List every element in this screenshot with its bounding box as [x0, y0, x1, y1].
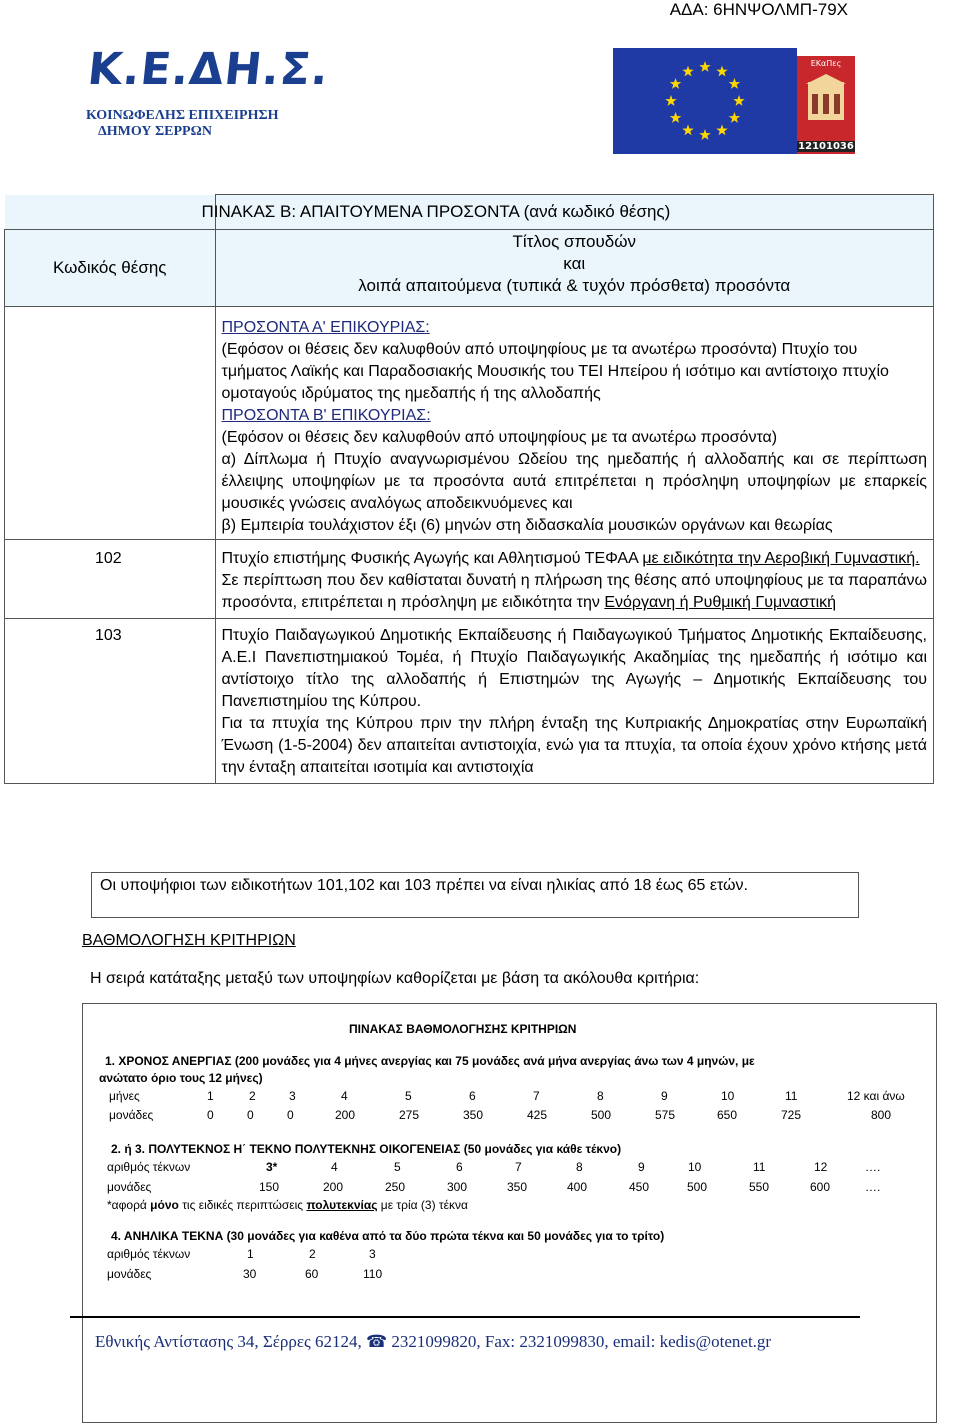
- age-note: Οι υποψήφιοι των ειδικοτήτων 101,102 και 103 πρέπει να είναι ηλικίας από 18 έως 65 ετών.: [91, 872, 859, 918]
- score-cell: 2: [249, 1089, 256, 1103]
- eu-star-icon: [670, 78, 682, 89]
- score-cell: 9: [661, 1089, 668, 1103]
- eu-star-icon: [729, 78, 741, 89]
- eu-star-icon: [699, 61, 710, 72]
- score-cell: ….: [865, 1180, 881, 1194]
- row-code: 102: [5, 540, 216, 619]
- score-cell: 600: [810, 1180, 831, 1194]
- criterion-1-title: 1. ΧΡΟΝΟΣ ΑΝΕΡΓΙΑΣ (200 μονάδες για 4 μήνες ανεργίας και 75 μονάδες ανά μήνα ανεργίας άνω των 4 μηνών, με: [105, 1054, 755, 1068]
- score-cell: 10: [688, 1160, 702, 1174]
- row-label: μονάδες: [109, 1108, 154, 1122]
- col-code-header: Κωδικός θέσης: [5, 230, 216, 307]
- score-cell: 7: [533, 1089, 540, 1103]
- score-cell: 4: [341, 1089, 348, 1103]
- certification-badge: [797, 56, 855, 154]
- b-text-3: β) Εμπειρία τουλάχιστον έξι (6) μηνών στη διδασκαλία μουσικών οργάνων και θεωρίας: [221, 517, 833, 534]
- score-cell: 575: [655, 1108, 676, 1122]
- table-title: ΠΙΝΑΚΑΣ Β: ΑΠΑΙΤΟΥΜΕΝΑ ΠΡΟΣΟΝΤΑ (ανά κωδικό θέσης): [215, 195, 934, 230]
- criterion-2-note: *αφορά μόνο τις ειδικές περιπτώσεις πολυτεκνίας με τρία (3) τέκνα: [107, 1198, 468, 1212]
- score-cell: 12 και άνω: [847, 1089, 905, 1103]
- score-cell: 3: [289, 1089, 296, 1103]
- eu-star-icon: [716, 66, 727, 77]
- cert-number: 12101036: [798, 141, 854, 152]
- eu-star-icon: [729, 112, 741, 123]
- score-cell: 350: [463, 1108, 484, 1122]
- logo-subtitle-2: ΔΗΜΟΥ ΣΕΡΡΩΝ: [98, 124, 212, 139]
- score-cell: 300: [447, 1180, 468, 1194]
- score-cell: 5: [405, 1089, 412, 1103]
- score-cell: 7: [515, 1160, 522, 1174]
- footer-divider: [70, 1316, 860, 1318]
- score-cell: 1: [207, 1089, 214, 1103]
- scoring-table: [82, 1003, 937, 1423]
- eu-star-icon: [733, 95, 744, 106]
- scoring-title: ΒΑΘΜΟΛΟΓΗΣΗ ΚΡΙΤΗΡΙΩΝ: [82, 932, 296, 949]
- eu-star-icon: [665, 95, 676, 106]
- table-row: 103 Πτυχίο Παιδαγωγικού Δημοτικής Εκπαίδευσης ή Παιδαγωγικού Τμήματος Δημοτικής Εκπαίδευσης, Α.Ε.Ι Πανεπιστημιακού Τομέα, ή Πτυχίο Παιδαγωγικής Ακαδημίας της ημεδαπής ή ισότιμο και αντίστοιχο τίτλο της αλλοδαπής ή Επιστημών της Αγωγής – Δημοτικής Εκπαίδευσης του Πανεπιστημίου της Κύπρου. Για τα πτυχία της Κύπρου πριν την πλήρη ένταξη της Κυπριακής Δημοκρατίας στην Ευρωπαϊκή Ένωση (1-5-2004) δεν απαιτείται αντιστοιχία, ενώ για τα πτυχία, τα οποία έχουν χρόνο κτήσης μετά την ένταξη απαιτείται ισοτιμία και αντιστοιχία: [5, 619, 934, 784]
- score-cell: 30: [243, 1267, 257, 1281]
- col-title-header: Τίτλος σπουδών και λοιπά απαιτούμενα (τυπικά & τυχόν πρόσθετα) προσόντα: [215, 230, 934, 307]
- logo-subtitle-1: ΚΟΙΝΩΦΕΛΗΣ ΕΠΙΧΕΙΡΗΣΗ: [86, 108, 279, 123]
- row-code: [5, 307, 216, 540]
- criterion-2-title: 2. ή 3. ΠΟΛΥΤΕΚΝΟΣ Η΄ ΤΕΚΝΟ ΠΟΛΥΤΕΚΝΗΣ ΟΙΚΟΓΕΝΕΙΑΣ (50 μονάδες για κάθε τέκνο): [111, 1142, 622, 1156]
- score-cell: 0: [207, 1108, 214, 1122]
- order-text: Η σειρά κατάταξης μεταξύ των υποψηφίων καθορίζεται με βάση τα ακόλουθα κριτήρια:: [90, 970, 700, 987]
- score-cell: 4: [331, 1160, 338, 1174]
- score-cell: 8: [576, 1160, 583, 1174]
- b-text-1: (Εφόσον οι θέσεις δεν καλυφθούν από υποψηφίους με τα ανωτέρω προσόντα): [221, 429, 778, 446]
- score-cell: 2: [309, 1247, 316, 1261]
- score-cell: 500: [591, 1108, 612, 1122]
- a-head: ΠΡΟΣΟΝΤΑ Α' ΕΠΙΚΟΥΡΙΑΣ:: [221, 319, 430, 336]
- score-cell: 650: [717, 1108, 738, 1122]
- criterion-4-title: 4. ΑΝΗΛΙΚΑ ΤΕΚΝΑ (30 μονάδες για καθένα από τα δύο πρώτα τέκνα και 50 μονάδες για το τρίτο): [111, 1229, 665, 1243]
- score-cell: 11: [753, 1160, 766, 1174]
- ada-code: ΑΔΑ: 6ΗΝΨΟΛΜΠ-79Χ: [669, 0, 848, 19]
- requirements-table: [4, 194, 934, 784]
- footer-contact: Εθνικής Αντίστασης 34, Σέρρες 62124, ☎ 2321099820, Fax: 2321099830, email: kedis@otenet.gr: [95, 1332, 772, 1351]
- score-cell: 3*: [266, 1160, 278, 1174]
- kedis-logo: Κ.Ε.ΔΗ.Σ.: [85, 44, 332, 95]
- score-cell: 725: [781, 1108, 802, 1122]
- score-cell: 5: [394, 1160, 401, 1174]
- eu-star-icon: [670, 112, 682, 123]
- score-cell: 550: [749, 1180, 770, 1194]
- b-text-2: α) Δίπλωμα ή Πτυχίο αναγνωρισμένου Ωδείου της ημεδαπής ή αλλοδαπής και σε περίπτωση έλλειψης υποψηφίων με τα προσόντα αυτά επιτρέπεται η πρόσληψη υποψηφίων με επαρκείς μουσικές γνώσεις αναλόγως αποδεικνυόμενες και: [221, 451, 927, 512]
- score-cell: 8: [597, 1089, 604, 1103]
- score-cell: 60: [305, 1267, 319, 1281]
- criterion-1-title-2: ανώτατο όριο τους 12 μήνες): [99, 1071, 263, 1085]
- row-code: 103: [5, 619, 216, 784]
- table-row: 102 Πτυχίο επιστήμης Φυσικής Αγωγής και Αθλητισμού ΤΕΦΑΑ με ειδικότητα την Αεροβική Γυμναστική. Σε περίπτωση που δεν καθίσταται δυνατή η πλήρωση της θέσης από υποψηφίους με τα παραπάνω προσόντα, επιτρέπεται η πρόσληψη με ειδικότητα την Ενόργανη ή Ρυθμική Γυμναστική: [5, 540, 934, 619]
- row-label: μονάδες: [107, 1180, 152, 1194]
- score-cell: 110: [363, 1267, 383, 1281]
- score-cell: 350: [507, 1180, 528, 1194]
- score-cell: 500: [687, 1180, 708, 1194]
- score-cell: 250: [385, 1180, 406, 1194]
- score-cell: 275: [399, 1108, 420, 1122]
- row-label: μονάδες: [107, 1267, 152, 1281]
- score-cell: 6: [456, 1160, 463, 1174]
- score-cell: 0: [287, 1108, 294, 1122]
- row-label: αριθμός τέκνων: [107, 1160, 191, 1174]
- score-cell: 0: [247, 1108, 254, 1122]
- eu-flag-icon: [613, 48, 797, 154]
- score-cell: 12: [814, 1160, 828, 1174]
- scoring-table-title: ΠΙΝΑΚΑΣ ΒΑΘΜΟΛΟΓΗΣΗΣ ΚΡΙΤΗΡΙΩΝ: [349, 1022, 577, 1036]
- score-cell: 400: [567, 1180, 588, 1194]
- eu-star-icon: [682, 66, 693, 77]
- score-cell: ….: [865, 1160, 881, 1174]
- score-cell: 200: [323, 1180, 344, 1194]
- b-head: ΠΡΟΣΟΝΤΑ Β' ΕΠΙΚΟΥΡΙΑΣ:: [221, 407, 431, 424]
- eu-star-icon: [682, 124, 693, 135]
- eu-star-icon: [716, 124, 727, 135]
- score-cell: 150: [259, 1180, 280, 1194]
- score-cell: 1: [247, 1247, 254, 1261]
- score-cell: 800: [871, 1108, 892, 1122]
- score-cell: 200: [335, 1108, 356, 1122]
- table-row: [5, 307, 934, 540]
- score-cell: 10: [721, 1089, 735, 1103]
- building-icon: [806, 74, 846, 124]
- score-cell: 450: [629, 1180, 650, 1194]
- score-cell: 425: [527, 1108, 548, 1122]
- score-cell: 3: [369, 1247, 376, 1261]
- score-cell: 6: [469, 1089, 476, 1103]
- cert-label: ΕΚαΠες: [810, 59, 842, 68]
- row-label: αριθμός τέκνων: [107, 1247, 191, 1261]
- a-text: (Εφόσον οι θέσεις δεν καλυφθούν από υποψηφίους με τα ανωτέρω προσόντα) Πτυχίο του τμήματος Λαϊκής και Παραδοσιακής Μουσικής του ΤΕΙ Ηπείρου ή ισότιμο και αντίστοιχο πτυχίο ομοταγούς ιδρύματος της ημεδαπής ή της αλλοδαπής: [221, 341, 889, 402]
- score-cell: 11: [785, 1089, 798, 1103]
- eu-star-icon: [699, 129, 710, 140]
- score-cell: 9: [638, 1160, 645, 1174]
- row-label: μήνες: [109, 1089, 140, 1103]
